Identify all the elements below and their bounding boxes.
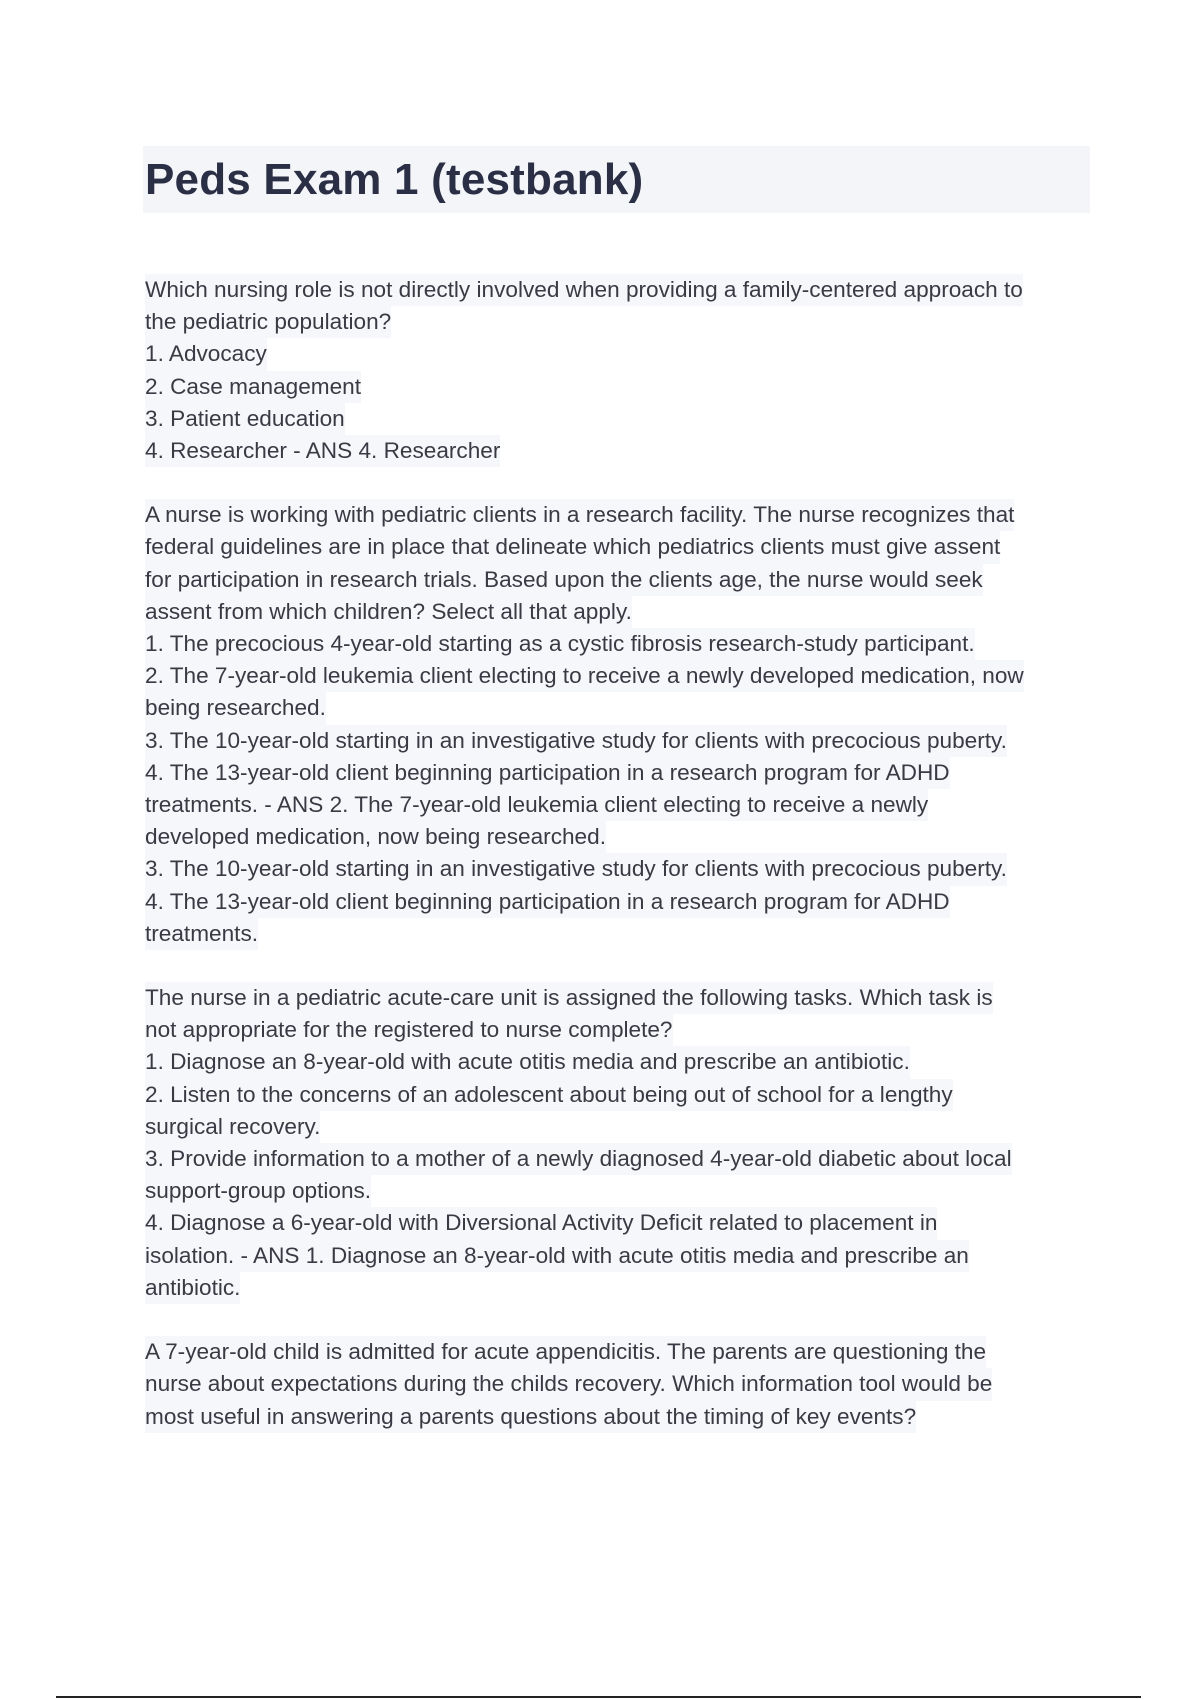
question-list	[145, 274, 1090, 1433]
question-line: 3. The 10-year-old starting in an investigative study for clients with precocious puberty.	[145, 853, 1007, 885]
question-block	[145, 1336, 1090, 1433]
question-block	[145, 982, 1090, 1304]
title-band	[143, 146, 1090, 213]
question-line: 1. Advocacy	[145, 338, 267, 370]
question-line: 1. Diagnose an 8-year-old with acute otitis media and prescribe an antibiotic.	[145, 1046, 910, 1078]
question-line: 4. Diagnose a 6-year-old with Diversional Activity Deficit related to placement in	[145, 1207, 937, 1239]
question-line: 4. The 13-year-old client beginning participation in a research program for ADHD	[145, 757, 950, 789]
footer-divider	[56, 1696, 1141, 1698]
question-line: being researched.	[145, 692, 326, 724]
question-line: treatments. - ANS 2. The 7-year-old leukemia client electing to receive a newly	[145, 789, 928, 821]
question-line: developed medication, now being researched.	[145, 821, 606, 853]
document-page	[145, 146, 1090, 1465]
question-block	[145, 274, 1090, 467]
question-line: 3. Provide information to a mother of a newly diagnosed 4-year-old diabetic about local	[145, 1143, 1012, 1175]
question-line: federal guidelines are in place that delineate which pediatrics clients must give assent	[145, 531, 1000, 563]
question-line: isolation. - ANS 1. Diagnose an 8-year-old with acute otitis media and prescribe an	[145, 1240, 969, 1272]
document-title: Peds Exam 1 (testbank)	[145, 154, 644, 204]
question-line: the pediatric population?	[145, 306, 391, 338]
question-line: nurse about expectations during the childs recovery. Which information tool would be	[145, 1368, 992, 1400]
question-line: most useful in answering a parents questions about the timing of key events?	[145, 1401, 916, 1433]
question-line: 2. Case management	[145, 371, 361, 403]
question-line: treatments.	[145, 918, 258, 950]
question-line: 4. Researcher - ANS 4. Researcher	[145, 435, 500, 467]
question-line: antibiotic.	[145, 1272, 240, 1304]
question-line: surgical recovery.	[145, 1111, 320, 1143]
question-line: 3. Patient education	[145, 403, 345, 435]
question-line: 4. The 13-year-old client beginning participation in a research program for ADHD	[145, 886, 950, 918]
question-line: The nurse in a pediatric acute-care unit is assigned the following tasks. Which task is	[145, 982, 993, 1014]
question-line: 3. The 10-year-old starting in an investigative study for clients with precocious puberty.	[145, 725, 1007, 757]
question-line: 1. The precocious 4-year-old starting as a cystic fibrosis research-study participant.	[145, 628, 975, 660]
question-line: A nurse is working with pediatric clients in a research facility. The nurse recognizes that	[145, 499, 1014, 531]
question-line: A 7-year-old child is admitted for acute appendicitis. The parents are questioning the	[145, 1336, 986, 1368]
question-line: 2. Listen to the concerns of an adolescent about being out of school for a lengthy	[145, 1079, 953, 1111]
question-line: not appropriate for the registered to nurse complete?	[145, 1014, 673, 1046]
question-block	[145, 499, 1090, 950]
question-line: 2. The 7-year-old leukemia client electing to receive a newly developed medication, now	[145, 660, 1024, 692]
question-line: Which nursing role is not directly involved when providing a family-centered approach to	[145, 274, 1023, 306]
question-line: support-group options.	[145, 1175, 371, 1207]
question-line: for participation in research trials. Based upon the clients age, the nurse would seek	[145, 564, 983, 596]
question-line: assent from which children? Select all that apply.	[145, 596, 632, 628]
